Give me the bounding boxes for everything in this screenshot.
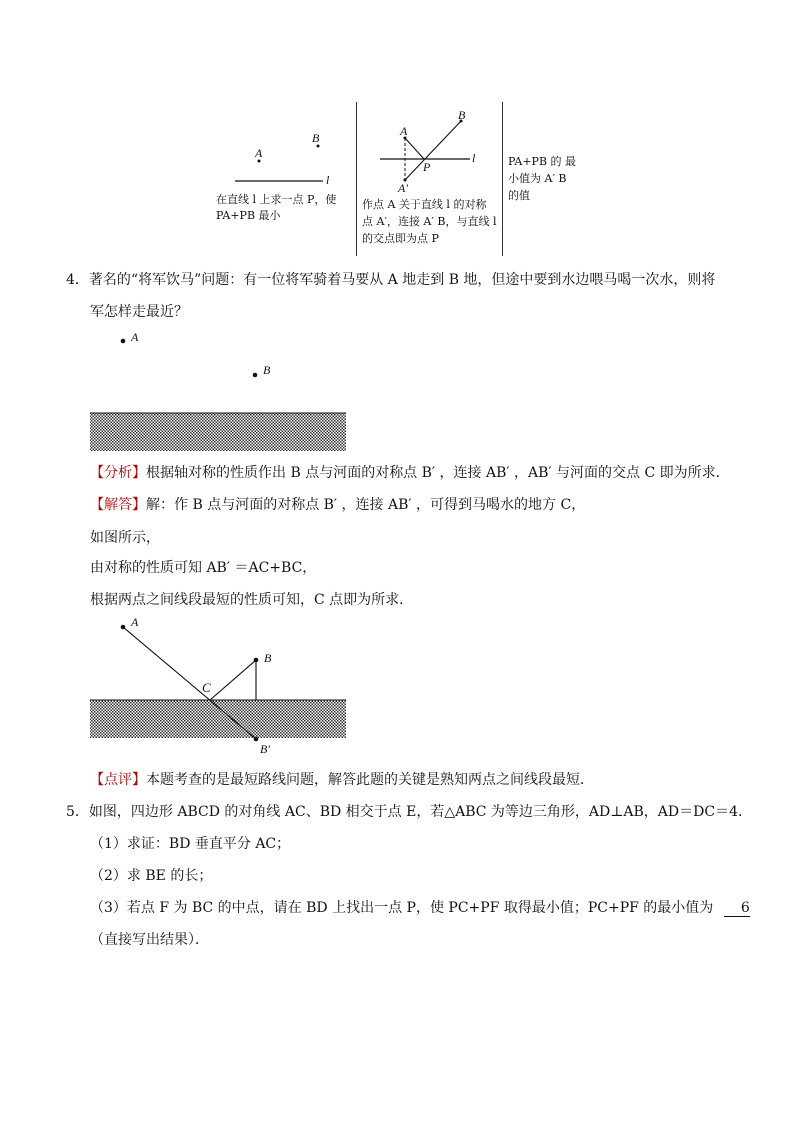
q5-number: 5． [66,804,89,820]
q4-text-line2: 军怎样走最近？ [90,304,188,320]
table-col2-figure [370,108,500,193]
col2-text-line3: 的交点即为点 P [362,232,439,245]
fig2-label-a: A [131,615,139,629]
q4-line-symmetry: 由对称的性质可知 AB′ ＝AC+BC， [90,560,317,576]
answer-tag: 【解答】 [90,497,146,513]
col1-text-line1: 在直线 l 上求一点 P，使 [216,193,337,206]
col1-label-b: B [312,131,320,145]
col2-text-line1: 作点 A 关于直线 l 的对称 [362,198,487,211]
table-divider-right [502,102,503,256]
q5-sub3-text: （3）若点 F 为 BC 的中点，请在 BD 上找出一点 P，使 PC+PF 取得最小值；PC+PF 的最小值为 [90,900,714,916]
point-b [253,373,258,378]
col1-label-a: A [255,146,263,160]
col2-label-l: l [472,151,476,165]
fig2-label-c: C [202,680,211,695]
col2-label-b: B [458,108,466,122]
col2-label-a-prime: A′ [398,181,408,195]
point-a [121,339,126,344]
q5-answer-blank [724,900,750,917]
col3-text-line1: PA+PB 的 最 [508,155,577,168]
q4-answer [90,495,585,515]
q4-text-line1: 著名的“将军饮马”问题：有一位将军骑着马要从 A 地走到 B 地，但途中要到水边喂马喝一次水，则将 [88,272,716,288]
q4-line1 [66,270,715,290]
segment-a-prime-b [405,121,461,180]
q4-line-figure: 如图所示， [90,530,160,546]
q5-text-line1: 如图，四边形 ABCD 的对角线 AC、BD 相交于点 E，若△ABC 为等边三角形，AD⊥AB，AD＝DC＝4． [88,804,752,820]
q5-sub2: （2）求 BE 的长； [90,868,213,884]
river-band [90,413,346,451]
q5-sub3-end: （直接写出结果）． [90,932,209,948]
answer-text: 解：作 B 点与河面的对称点 B′ ，连接 AB′ ，可得到马喝水的地方 C， [146,497,586,513]
river-diagram-1 [88,330,350,452]
col1-label-l: l [326,173,330,187]
col2-diagram [370,108,500,193]
river-diagram-2 [88,615,350,750]
analysis-tag: 【分析】 [90,465,146,481]
q4-figure2 [88,615,350,750]
col2-text-line2: 点 A′，连接 A′ B，与直线 l [362,215,497,228]
q4-line-shortest: 根据两点之间线段最短的性质可知，C 点即为所求． [90,592,414,608]
col2-label-a: A [400,124,408,138]
q4-figure1 [88,330,350,452]
analysis-text: 根据轴对称的性质作出 B 点与河面的对称点 B′ ，连接 AB′ ，AB′ 与河面的交点 C 即为所求． [146,465,730,481]
col3-text-line2: 小值为 A′ B [508,172,567,185]
col3-text-line3: 的值 [508,189,530,202]
q5-sub1: （1）求证：BD 垂直平分 AC； [90,836,291,852]
q5-answer: 6 [740,900,750,916]
fig2-label-b: B [264,651,272,665]
segment-cb [210,660,256,700]
q5-line1 [66,802,752,822]
segment-ap [405,138,424,159]
q5-sub3 [90,898,750,918]
q4-analysis [90,463,730,483]
table-divider-left [356,102,357,256]
fig1-label-b: B [263,363,271,377]
q4-comment [90,770,594,790]
col1-text-line2: PA+PB 最小 [216,209,281,222]
river-band [90,700,346,738]
comment-text: 本题考查的是最短路线问题，解答此题的关键是熟知两点之间线段最短． [146,772,594,788]
q4-number: 4． [66,272,89,288]
comment-tag: 【点评】 [90,772,146,788]
col2-label-p: P [423,160,431,174]
fig2-label-b-prime: B′ [260,742,270,756]
fig1-label-a: A [131,330,139,344]
